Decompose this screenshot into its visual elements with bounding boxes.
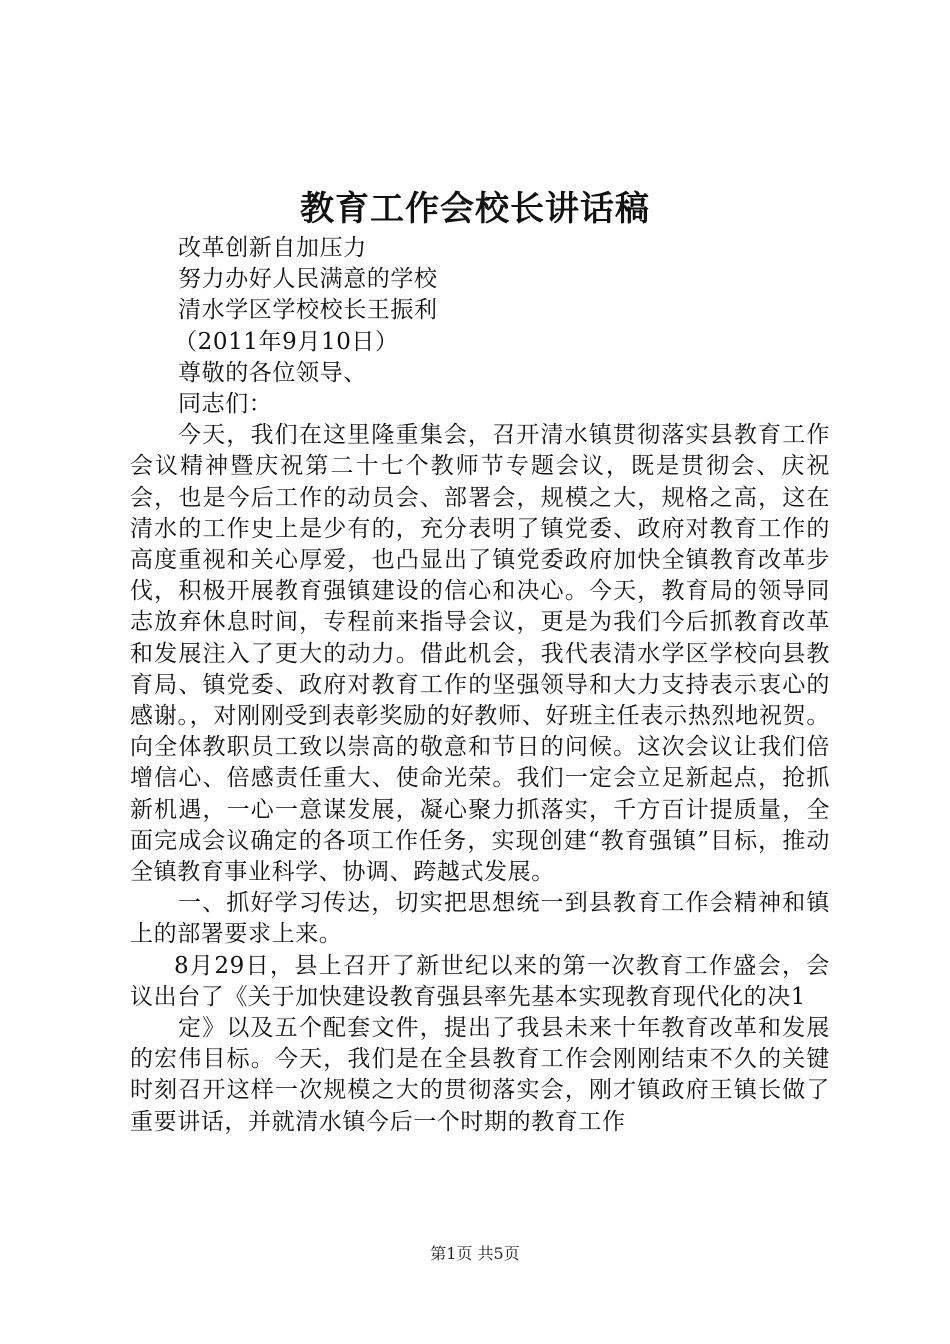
document-body bbox=[130, 233, 830, 1138]
subtitle-line-1: 改革创新自加压力 bbox=[178, 235, 367, 261]
author-line: 清水学区学校校长王振利 bbox=[178, 297, 438, 324]
salutation-line-1: 尊敬的各位领导、 bbox=[178, 359, 367, 386]
body-paragraph: 8月29日，县上召开了新世纪以来的第一次教育工作盛会，会议出台了《关于加快建设教育强县率先基本实现教育现代化的决1 bbox=[130, 952, 830, 1010]
subtitle-line-2: 努力办好人民满意的学校 bbox=[178, 266, 438, 293]
page-indicator: 第1页 共5页 bbox=[430, 1244, 520, 1263]
date-line: （2011年9月10日） bbox=[174, 328, 399, 355]
salutation-line-2: 同志们： bbox=[178, 391, 273, 418]
document-title: 教育工作会校长讲话稿 bbox=[300, 189, 650, 229]
body-paragraph: 今天，我们在这里隆重集会，召开清水镇贯彻落实县教育工作会议精神暨庆祝第二十七个教师节专题会议，既是贯彻会、庆祝会，也是今后工作的动员会、部署会，规模之大，规格之高，这在清水的工作史上是少有的，充分表明了镇党委、政府对教育工作的高度重视和关心厚爱，也凸显出了镇党委政府加快全镇教育改革步伐，积极开展教育强镇建设的信心和决心。今天，教育局的领导同志放弃休息时间，专程前来指导会议，更是为我们今后抓教育改革和发展注入了更大的动力。借此机会，我代表清水学区学校向县教育局、镇党委、政府对教育工作的坚强领导和大力支持表示衷心的感谢。，对刚刚受到表彰奖励的好教师、好班主任表示热烈地祝贺。向全体教职员工致以崇高的敬意和节日的问候。这次会议让我们倍增信心、倍感责任重大、使命光荣。我们一定会立足新起点，抢抓新机遇，一心一意谋发展，凝心聚力抓落实，千方百计提质量，全面完成会议确定的各项工作任务，实现创建“教育强镇”目标，推动全镇教育事业科学、协调、跨越式发展。 bbox=[130, 422, 830, 886]
body-paragraph: 定》以及五个配套文件，提出了我县未来十年教育改革和发展的宏伟目标。今天，我们是在全县教育工作会刚刚结束不久的关键时刻召开这样一次规模之大的贯彻落实会，刚才镇政府王镇长做了重要讲话，并就清水镇今后一个时期的教育工作 bbox=[130, 1015, 830, 1135]
section-heading: 一、抓好学习传达，切实把思想统一到县教育工作会精神和镇上的部署要求上来。 bbox=[130, 890, 830, 948]
